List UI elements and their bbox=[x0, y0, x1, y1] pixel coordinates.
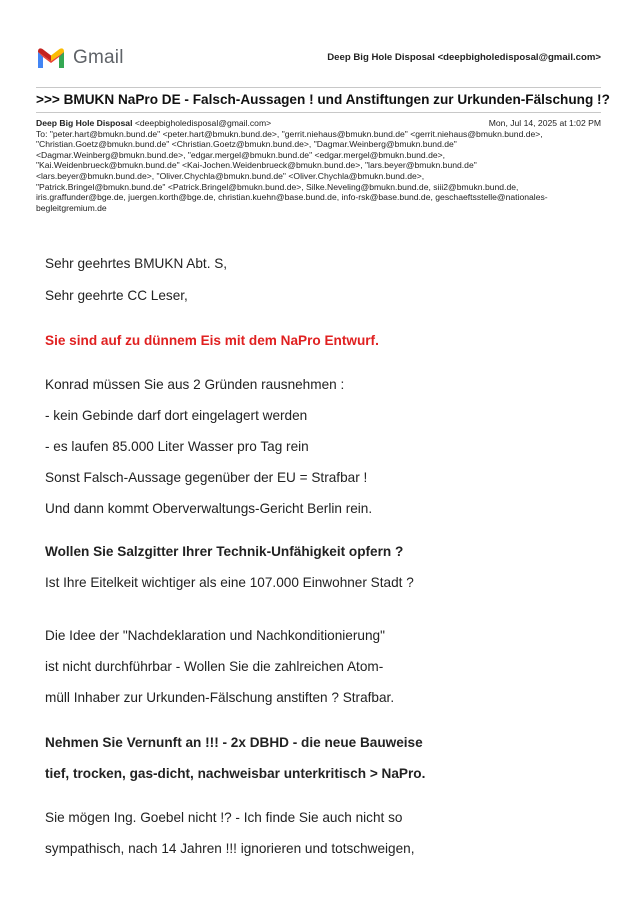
recipient-list bbox=[36, 129, 601, 214]
header-divider bbox=[36, 87, 601, 88]
body-paragraph: Ist Ihre Eitelkeit wichtiger als eine 107.000 Einwohner Stadt ? bbox=[45, 575, 414, 590]
body-paragraph: sympathisch, nach 14 Jahren !!! ignorieren und totschweigen, bbox=[45, 841, 415, 856]
body-paragraph: Konrad müssen Sie aus 2 Gründen rausnehmen : bbox=[45, 377, 345, 392]
recipient-line: "Kai.Weidenbrueck@bmukn.bund.de" <Kai-Jochen.Weidenbrueck@bmukn.bund.de>, "lars.beyer@bmukn.bund.de" bbox=[36, 160, 477, 171]
body-paragraph: Sehr geehrte CC Leser, bbox=[45, 288, 188, 303]
email-meta bbox=[36, 118, 601, 213]
recipient-line: <lars.beyer@bmukn.bund.de>, "Oliver.Chychla@bmukn.bund.de" <Oliver.Chychla@bmukn.bund.de>, bbox=[36, 170, 425, 181]
body-paragraph: - kein Gebinde darf dort eingelagert werden bbox=[45, 408, 308, 423]
body-paragraph-bold: tief, trocken, gas-dicht, nachweisbar unterkritisch > NaPro. bbox=[45, 766, 426, 781]
email-subject: >>> BMUKN NaPro DE - Falsch-Aussagen ! und Anstiftungen zur Urkunden-Fälschung !? bbox=[36, 92, 610, 107]
body-paragraph: Die Idee der "Nachdeklaration und Nachkonditionierung" bbox=[45, 628, 385, 643]
body-paragraph-highlight: Sie sind auf zu dünnem Eis mit dem NaPro Entwurf. bbox=[45, 333, 379, 348]
gmail-logo bbox=[36, 44, 124, 72]
body-paragraph: ist nicht durchführbar - Wollen Sie die zahlreichen Atom- bbox=[45, 659, 384, 674]
recipient-line: begleitgremium.de bbox=[36, 202, 107, 213]
body-paragraph-bold: Nehmen Sie Vernunft an !!! - 2x DBHD - die neue Bauweise bbox=[45, 735, 423, 750]
body-paragraph: Sonst Falsch-Aussage gegenüber der EU = Strafbar ! bbox=[45, 470, 368, 485]
sender-name: Deep Big Hole Disposal bbox=[36, 118, 133, 128]
gmail-wordmark: Gmail bbox=[73, 47, 124, 68]
body-paragraph: Sehr geehrtes BMUKN Abt. S, bbox=[45, 256, 228, 271]
sender-address: <deepbigholedisposal@gmail.com> bbox=[134, 118, 272, 128]
body-paragraph: müll Inhaber zur Urkunden-Fälschung anstiften ? Strafbar. bbox=[45, 690, 395, 705]
body-paragraph: Und dann kommt Oberverwaltungs-Gericht Berlin rein. bbox=[45, 501, 373, 516]
subject-divider bbox=[36, 112, 601, 113]
gmail-header bbox=[36, 44, 601, 72]
account-label: Deep Big Hole Disposal <deepbigholedisposal@gmail.com> bbox=[327, 52, 601, 63]
body-paragraph-bold: Wollen Sie Salzgitter Ihrer Technik-Unfähigkeit opfern ? bbox=[45, 544, 404, 559]
recipient-line: "Christian.Goetz@bmukn.bund.de" <Christian.Goetz@bmukn.bund.de>, "Dagmar.Weinberg@bmukn.bund.de" bbox=[36, 139, 457, 150]
recipient-line: "Patrick.Bringel@bmukn.bund.de" <Patrick.Bringel@bmukn.bund.de>, Silke.Neveling@bmukn.bund.de, siii2@bmukn.bund.de, bbox=[36, 181, 519, 192]
recipient-line: <Dagmar.Weinberg@bmukn.bund.de>, "edgar.mergel@bmukn.bund.de" <edgar.mergel@bmukn.bund.de>, bbox=[36, 149, 446, 160]
recipient-line: iris.graffunder@bge.de, juergen.korth@bge.de, christian.kuehn@base.bund.de, info-rsk@base.bund.de, geschaeftsstelle@nationales- bbox=[36, 192, 548, 203]
gmail-m-icon bbox=[36, 46, 66, 70]
body-paragraph: Sie mögen Ing. Goebel nicht !? - Ich finde Sie auch nicht so bbox=[45, 810, 403, 825]
recipient-line: To: "peter.hart@bmukn.bund.de" <peter.hart@bmukn.bund.de>, "gerrit.niehaus@bmukn.bund.de" <gerrit.niehaus@bmukn.bund.de>, bbox=[36, 128, 543, 139]
body-paragraph: - es laufen 85.000 Liter Wasser pro Tag rein bbox=[45, 439, 309, 454]
sender-line bbox=[36, 118, 601, 129]
email-date: Mon, Jul 14, 2025 at 1:02 PM bbox=[488, 118, 601, 128]
